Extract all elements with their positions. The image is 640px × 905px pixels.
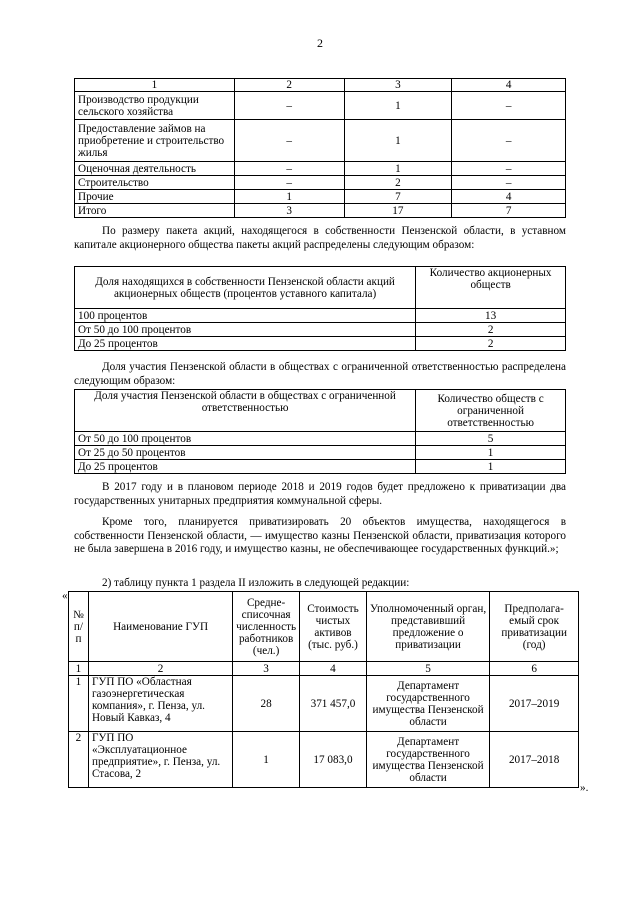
table4-cell: 2 [69,732,89,788]
table4-cell: ГУП ПО «Областная газоэнергетическая компания», г. Пенза, ул. Новый Кавказ, 4 [88,676,232,732]
table-row [75,120,566,162]
table-row [75,92,566,120]
table3-header-cell: Доля участия Пензенской области в обществах с ограниченной ответственностью [75,390,416,432]
table4-cell: 17 083,0 [300,732,367,788]
paragraph-privatization-plan: В 2017 году и в плановом периоде 2018 и 2019 годов будет предложено к приватизации два государственных унитарных предприятия коммунальной сферы. [74,481,566,507]
table-row [69,732,579,788]
table2-header-cell: Доля находящихся в собственности Пензенской области акций акционерных обществ (процентов уставного капитала) [75,267,416,309]
table-sectors [74,78,566,218]
table4-cell: 1 [233,732,300,788]
table-row [75,337,566,351]
table3-cell: От 50 до 100 процентов [75,432,416,446]
table1-header-cell: 3 [344,79,452,92]
table-row [75,460,566,474]
table1-cell: 2 [344,176,452,190]
table1-cell: 4 [452,190,566,204]
table-share-distribution [74,266,566,351]
table-row [69,676,579,732]
table3-cell: 1 [416,446,566,460]
table1-cell: Производство продукции сельского хозяйства [75,92,235,120]
table3-cell: До 25 процентов [75,460,416,474]
table4-header-cell: Предполага-емый срок приватизации (год) [490,592,579,662]
table1-cell: Предоставление займов на приобретение и строительство жилья [75,120,235,162]
table2-header-cell: Количество акционерных обществ [416,267,566,309]
table-row [75,446,566,460]
table4-number-cell: 4 [300,662,367,676]
table4-cell: 1 [69,676,89,732]
table3-cell: От 25 до 50 процентов [75,446,416,460]
close-quote: ». [580,782,589,794]
table3-cell: 1 [416,460,566,474]
table1-cell: – [234,162,344,176]
table-row [75,176,566,190]
table1-cell: Итого [75,204,235,218]
paragraph-amendment: 2) таблицу пункта 1 раздела II изложить в следующей редакции: [102,577,410,589]
table-row [75,162,566,176]
table-row [75,432,566,446]
table4-cell: 371 457,0 [300,676,367,732]
table1-cell: – [234,92,344,120]
table1-cell: 7 [452,204,566,218]
table4-header-cell: Стоимость чистых активов (тыс. руб.) [300,592,367,662]
table4-number-cell: 6 [490,662,579,676]
paragraph-llc: Доля участия Пензенской области в обществах с ограниченной ответственностью распределена следующим образом: [74,361,566,387]
table4-header-cell: Средне-списочная численность работников (чел.) [233,592,300,662]
table4-number-cell: 1 [69,662,89,676]
table1-cell: 3 [234,204,344,218]
table1-cell: 1 [344,92,452,120]
table-row [75,309,566,323]
table1-cell: – [452,92,566,120]
table1-cell: – [452,162,566,176]
table-row [75,204,566,218]
table4-cell: Департамент государственного имущества Пензенской области [366,676,489,732]
table-row [75,323,566,337]
table4-header-cell: Наименование ГУП [88,592,232,662]
page-number: 2 [317,36,323,50]
table1-cell: 7 [344,190,452,204]
table1-header-cell: 4 [452,79,566,92]
table1-cell: Прочие [75,190,235,204]
table4-number-cell: 3 [233,662,300,676]
table1-cell: – [452,176,566,190]
table1-cell: 1 [344,120,452,162]
table1-header-cell: 1 [75,79,235,92]
table2-cell: 13 [416,309,566,323]
table1-cell: – [234,120,344,162]
table2-cell: От 50 до 100 процентов [75,323,416,337]
table1-cell: Строительство [75,176,235,190]
paragraph-shares: По размеру пакета акций, находящегося в собственности Пензенской области, в уставном капитале акционерного общества пакеты акций распределены следующим образом: [74,225,566,251]
table2-cell: 2 [416,323,566,337]
table4-cell: 2017–2019 [490,676,579,732]
table3-cell: 5 [416,432,566,446]
table2-cell: 2 [416,337,566,351]
table4-cell: Департамент государственного имущества Пензенской области [366,732,489,788]
table1-cell: 1 [234,190,344,204]
table1-cell: – [452,120,566,162]
table2-cell: 100 процентов [75,309,416,323]
table1-cell: 17 [344,204,452,218]
table1-cell: – [234,176,344,190]
table1-cell: 1 [344,162,452,176]
table4-number-cell: 2 [88,662,232,676]
table4-number-cell: 5 [366,662,489,676]
table3-header-cell: Количество обществ с ограниченной ответственностью [416,390,566,432]
open-quote: « [62,590,68,602]
table4-cell: 2017–2018 [490,732,579,788]
table4-header-cell: № п/п [69,592,89,662]
table2-cell: До 25 процентов [75,337,416,351]
table1-cell: Оценочная деятельность [75,162,235,176]
table-llc-distribution [74,389,566,474]
table-enterprises [68,591,579,788]
table4-cell: ГУП ПО «Эксплуатационное предприятие», г. Пенза, ул. Стасова, 2 [88,732,232,788]
table-row [75,190,566,204]
paragraph-property-objects: Кроме того, планируется приватизировать 20 объектов имущества, находящегося в собственности Пензенской области, — имущество казны Пензенской области, приватизация которого не была завершена в 2016 году, и имущество казны, не обеспечивающее государственных функций.»; [74,516,566,555]
table4-cell: 28 [233,676,300,732]
table1-header-cell: 2 [234,79,344,92]
table4-header-cell: Уполномоченный орган, представивший предложение о приватизации [366,592,489,662]
